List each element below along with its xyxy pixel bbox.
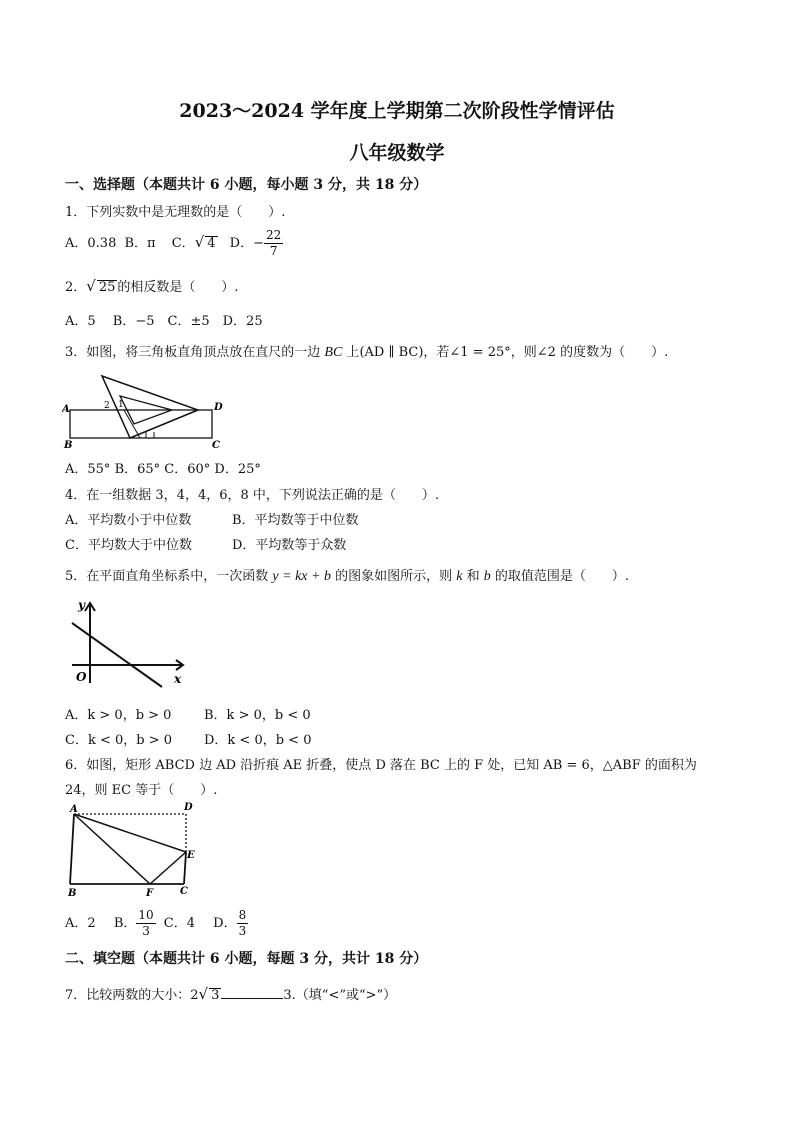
q3-options: A．55° B．65° C．60° D．25°	[65, 462, 261, 477]
q6-option-d: D．	[213, 916, 237, 931]
q6-label-a: A	[70, 804, 78, 815]
q4-option-d: D．平均数等于众数	[232, 538, 347, 553]
q5-option-b: B．k > 0，b < 0	[204, 708, 311, 723]
q1-option-a: A．0.38	[65, 236, 117, 251]
q6-stem-line2: 24，则 EC 等于（ ）.	[65, 783, 218, 798]
q6-d-fraction: $\frac{8}{3}$	[238, 908, 247, 938]
q6-label-c: C	[180, 886, 188, 897]
q3-ruler-triangle-figure	[62, 372, 232, 452]
q6-option-a: A．2	[65, 916, 96, 931]
q6-b-fraction: $\frac{10}{3}$	[138, 908, 154, 938]
q1-d-fraction: $\frac{22}{7}$	[266, 228, 282, 258]
q6-option-c: C．4	[163, 916, 196, 931]
exam-subtitle: 八年级数学	[349, 142, 445, 164]
q4-stem: 4．在一组数据 3，4，4，6，8 中，下列说法正确的是（ ）.	[65, 488, 440, 503]
q1-stem: 1．下列实数中是无理数的是（ ）.	[65, 205, 286, 220]
q1-c-radicand: 4	[207, 236, 216, 251]
q6-stem-line1: 6．如图，矩形 ABCD 边 AD 沿折痕 AE 折叠，使点 D 落在 BC 上的 F 处，已知 AB = 6，△ABF 的面积为	[65, 758, 697, 773]
q1-option-b: B．π	[124, 236, 156, 251]
q1-option-d: D．−	[229, 236, 264, 251]
q6-rectangle-fold-figure	[66, 800, 200, 900]
q3-label-c: C	[212, 440, 220, 451]
q4-option-c: C．平均数大于中位数	[65, 538, 192, 553]
q5-label-y: y	[78, 598, 85, 612]
q5-option-d: D．k < 0，b < 0	[204, 733, 312, 748]
q5-option-c: C．k < 0，b > 0	[65, 733, 173, 748]
q3-label-1: 1	[118, 400, 124, 410]
q5-label-o: O	[76, 670, 87, 684]
q7-answer-blank[interactable]	[221, 986, 283, 999]
q3-label-a: A	[62, 404, 70, 415]
q6-options	[65, 908, 248, 939]
section-choice-heading: 一、选择题（本题共计 6 小题，每小题 3 分，共 18 分）	[65, 177, 428, 193]
q6-label-d: D	[184, 802, 193, 813]
exam-title: 2023～2024 学年度上学期第二次阶段性学情评估	[179, 100, 615, 122]
q6-label-e: E	[187, 850, 195, 861]
q3-label-2: 2	[104, 401, 110, 411]
q2-stem: 2．√ 25 的相反数是（ ）.	[65, 277, 239, 295]
q5-line-graph-figure	[70, 597, 190, 689]
q6-label-b: B	[68, 888, 77, 899]
q5-label-x: x	[174, 672, 182, 686]
q5-stem: 5．在平面直角坐标系中，一次函数 y = kx + b 的图象如图所示，则 k 和 b 的取值范围是（ ）.	[65, 569, 629, 584]
q3-label-d: D	[214, 402, 223, 413]
q6-option-b: B．	[113, 916, 137, 931]
q4-option-b: B．平均数等于中位数	[232, 513, 359, 528]
q3-label-b: B	[64, 440, 73, 451]
q1-option-c: C．	[171, 236, 195, 251]
q3-stem: 3．如图，将三角板直角顶点放在直尺的一边 BC 上(AD ∥ BC)，若∠1 = 25°，则∠2 的度数为（ ）.	[65, 345, 669, 360]
q6-label-f: F	[146, 888, 154, 899]
q1-options: A．0.38 B．π C．√ 4 D．− $\frac{22}{7}$	[65, 228, 282, 258]
section-fill-heading: 二、填空题（本题共计 6 小题，每题 3 分，共计 18 分）	[65, 951, 428, 967]
q7-stem: 7．比较两数的大小：2√ 3 3.（填“<”或“>”）	[65, 985, 397, 1003]
q5-option-a: A．k > 0，b > 0	[65, 708, 172, 723]
q4-option-a: A．平均数小于中位数	[65, 513, 192, 528]
q2-options: A．5 B．−5 C．±5 D．25	[65, 314, 263, 329]
